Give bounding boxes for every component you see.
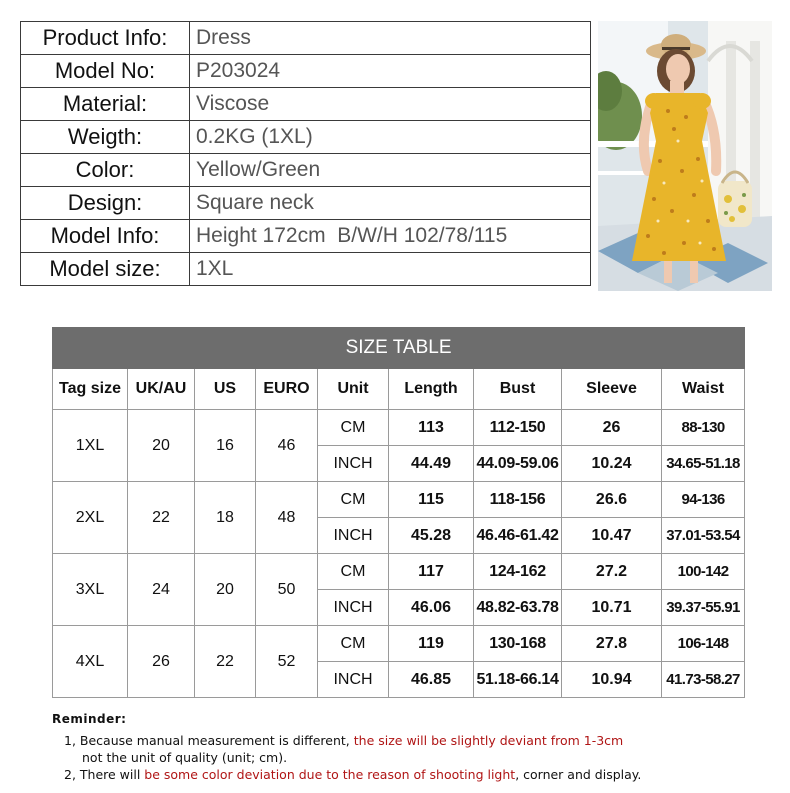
info-value: Yellow/Green <box>190 154 591 187</box>
us-cell: 22 <box>195 626 256 698</box>
col-header-euro: EURO <box>256 369 318 410</box>
tag-size-cell: 2XL <box>53 482 128 554</box>
info-row-color <box>21 154 591 187</box>
size-table <box>52 327 745 698</box>
product-info-table <box>20 21 591 286</box>
col-header-us: US <box>195 369 256 410</box>
waist-cell: 106-148 <box>662 626 745 662</box>
uk-au-cell: 24 <box>128 554 195 626</box>
unit-cell: INCH <box>318 518 389 554</box>
euro-cell: 46 <box>256 410 318 482</box>
unit-cell: CM <box>318 626 389 662</box>
col-header-tag-size: Tag size <box>53 369 128 410</box>
bust-cell: 130-168 <box>474 626 562 662</box>
reminder-line-1 <box>52 732 772 749</box>
bust-cell: 46.46-61.42 <box>474 518 562 554</box>
col-header-uk-au: UK/AU <box>128 369 195 410</box>
unit-cell: CM <box>318 482 389 518</box>
bust-cell: 48.82-63.78 <box>474 590 562 626</box>
info-label: Color: <box>21 154 190 187</box>
table-row <box>53 482 745 518</box>
info-value: 0.2KG (1XL) <box>190 121 591 154</box>
us-cell: 20 <box>195 554 256 626</box>
info-label: Product Info: <box>21 22 190 55</box>
sleeve-cell: 27.2 <box>562 554 662 590</box>
col-header-bust: Bust <box>474 369 562 410</box>
col-header-length: Length <box>389 369 474 410</box>
info-value: Viscose <box>190 88 591 121</box>
unit-cell: CM <box>318 554 389 590</box>
info-row-material <box>21 88 591 121</box>
size-table-title: SIZE TABLE <box>53 328 745 369</box>
bust-cell: 118-156 <box>474 482 562 518</box>
length-cell: 113 <box>389 410 474 446</box>
reminder-line-1-continuation: not the unit of quality (unit; cm). <box>82 750 288 765</box>
bust-cell: 44.09-59.06 <box>474 446 562 482</box>
length-cell: 117 <box>389 554 474 590</box>
waist-cell: 94-136 <box>662 482 745 518</box>
uk-au-cell: 26 <box>128 626 195 698</box>
info-label: Weigth: <box>21 121 190 154</box>
sleeve-cell: 26.6 <box>562 482 662 518</box>
unit-cell: INCH <box>318 590 389 626</box>
euro-cell: 48 <box>256 482 318 554</box>
table-row <box>53 626 745 662</box>
size-table-header-row <box>53 369 745 410</box>
length-cell: 46.85 <box>389 662 474 698</box>
sleeve-cell: 10.71 <box>562 590 662 626</box>
reminder-line-1-highlight: the size will be slightly deviant from 1-3cm <box>353 733 624 748</box>
unit-cell: INCH <box>318 662 389 698</box>
col-header-unit: Unit <box>318 369 389 410</box>
table-row <box>53 410 745 446</box>
info-row-weight <box>21 121 591 154</box>
reminder-line-2-highlight: be some color deviation due to the reason of shooting light <box>144 767 516 782</box>
table-row <box>53 554 745 590</box>
reminder-line-2-suffix: , corner and display. <box>515 767 642 782</box>
tag-size-cell: 4XL <box>53 626 128 698</box>
info-row-model-no <box>21 55 591 88</box>
waist-cell: 34.65-51.18 <box>662 446 745 482</box>
bust-cell: 51.18-66.14 <box>474 662 562 698</box>
waist-cell: 41.73-58.27 <box>662 662 745 698</box>
uk-au-cell: 20 <box>128 410 195 482</box>
model-wearing-dress-image <box>598 21 772 291</box>
uk-au-cell: 22 <box>128 482 195 554</box>
info-row-model-info <box>21 220 591 253</box>
sleeve-cell: 10.24 <box>562 446 662 482</box>
info-label: Material: <box>21 88 190 121</box>
sleeve-cell: 27.8 <box>562 626 662 662</box>
col-header-waist: Waist <box>662 369 745 410</box>
us-cell: 18 <box>195 482 256 554</box>
sleeve-cell: 10.94 <box>562 662 662 698</box>
length-cell: 46.06 <box>389 590 474 626</box>
us-cell: 16 <box>195 410 256 482</box>
waist-cell: 100-142 <box>662 554 745 590</box>
waist-cell: 88-130 <box>662 410 745 446</box>
waist-cell: 37.01-53.54 <box>662 518 745 554</box>
tag-size-cell: 1XL <box>53 410 128 482</box>
info-row-product <box>21 22 591 55</box>
sleeve-cell: 10.47 <box>562 518 662 554</box>
length-cell: 44.49 <box>389 446 474 482</box>
tag-size-cell: 3XL <box>53 554 128 626</box>
info-value: 1XL <box>190 253 591 286</box>
info-label: Model Info: <box>21 220 190 253</box>
reminder-section <box>52 712 772 783</box>
sleeve-cell: 26 <box>562 410 662 446</box>
reminder-line-2 <box>52 766 772 783</box>
info-label: Design: <box>21 187 190 220</box>
info-value: P203024 <box>190 55 591 88</box>
unit-cell: INCH <box>318 446 389 482</box>
euro-cell: 50 <box>256 554 318 626</box>
euro-cell: 52 <box>256 626 318 698</box>
bust-cell: 124-162 <box>474 554 562 590</box>
length-cell: 45.28 <box>389 518 474 554</box>
info-value: Height 172cm B/W/H 102/78/115 <box>190 220 591 253</box>
length-cell: 119 <box>389 626 474 662</box>
waist-cell: 39.37-55.91 <box>662 590 745 626</box>
info-row-model-size <box>21 253 591 286</box>
product-photo <box>598 21 772 291</box>
bust-cell: 112-150 <box>474 410 562 446</box>
size-table-title-row <box>53 328 745 369</box>
col-header-sleeve: Sleeve <box>562 369 662 410</box>
info-value: Dress <box>190 22 591 55</box>
reminder-title: Reminder: <box>52 712 127 726</box>
info-value: Square neck <box>190 187 591 220</box>
info-label: Model size: <box>21 253 190 286</box>
unit-cell: CM <box>318 410 389 446</box>
info-label: Model No: <box>21 55 190 88</box>
reminder-line-2-text: 2, There will <box>64 767 145 782</box>
reminder-line-1-text: 1, Because manual measurement is different, <box>64 733 354 748</box>
length-cell: 115 <box>389 482 474 518</box>
info-row-design <box>21 187 591 220</box>
